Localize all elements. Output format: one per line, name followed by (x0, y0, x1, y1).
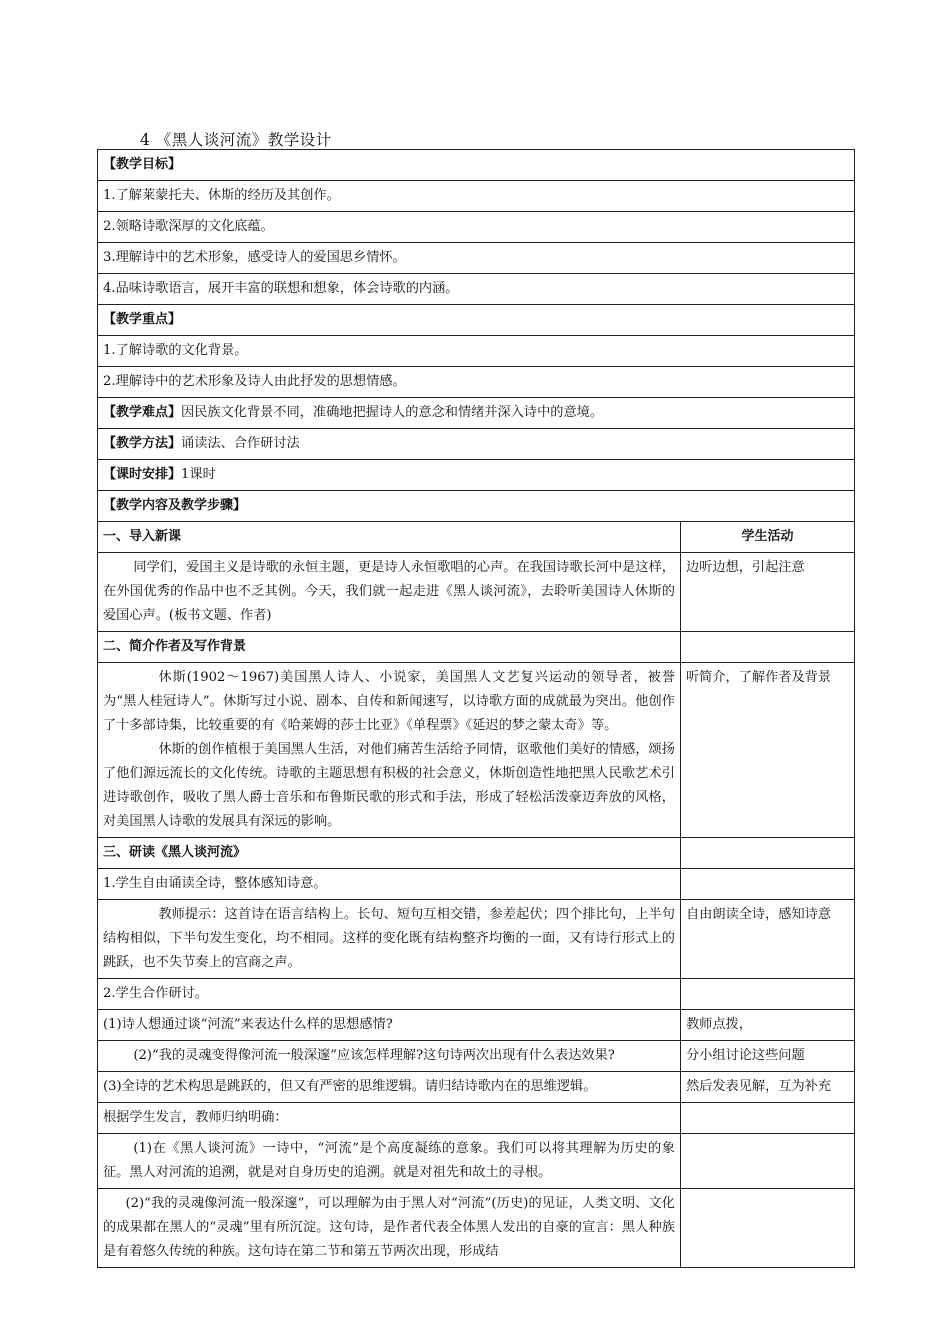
question-row (98, 1041, 855, 1072)
section3-title: 三、研读《黑人谈河流》 (98, 838, 681, 869)
empty-activity-cell (681, 869, 855, 900)
section1-activity: 边听边想，引起注意 (681, 553, 855, 632)
goal-item: 1.了解莱蒙托夫、休斯的经历及其创作。 (98, 181, 855, 212)
empty-activity-cell (681, 632, 855, 663)
goal-item: 3.理解诗中的艺术形象，感受诗人的爱国思乡情怀。 (98, 243, 855, 274)
answer-2: (2)“我的灵魂像河流一般深邃”，可以理解为由于黑人对“河流”(历史)的见证，人类文明、文化的成果都在黑人的“灵魂”里有所沉淀。这句诗，是作者代表全体黑人发出的自豪的宣言：黑人种族是有着悠久传统的种族。这句诗在第二节和第五节两次出现，形成结 (103, 1196, 675, 1259)
section3-title-row (98, 838, 855, 869)
section2-title-row (98, 632, 855, 663)
section1-title-row (98, 522, 855, 553)
steps-header: 【教学内容及教学步骤】 (98, 491, 855, 522)
schedule-label: 【课时安排】 (103, 467, 182, 482)
section2-paragraph: 休斯(1902～1967)美国黑人诗人、小说家，美国黑人文艺复兴运动的领导者，被誉为“黑人桂冠诗人”。休斯写过小说、剧本、自传和新闻速写，以诗歌方面的成就最为突出。他创作了十多部诗集，比较重要的有《哈莱姆的莎士比亚》《单程票》《延迟的梦之蒙太奇》等。 (103, 670, 675, 733)
question-2: (2)“我的灵魂变得像河流一般深邃”应该怎样理解?这句诗两次出现有什么表达效果? (133, 1048, 615, 1063)
answer-row (98, 1189, 855, 1268)
document-title: 4 《黑人谈河流》教学设计 (140, 131, 332, 149)
schedule-cell (98, 460, 855, 491)
goal-item: 4.品味诗歌语言，展开丰富的联想和想象，体会诗歌的内涵。 (98, 274, 855, 305)
section1-body (98, 553, 681, 632)
section2-activity: 听简介，了解作者及背景 (681, 663, 855, 838)
activity-header: 学生活动 (681, 522, 855, 553)
question-2-activity: 分小组讨论这些问题 (681, 1041, 855, 1072)
goal-row (98, 274, 855, 305)
section2-paragraph: 休斯的创作植根于美国黑人生活，对他们痛苦生活给予同情，讴歌他们美好的情感，颂扬了他们源远流长的文化传统。诗歌的主题思想有积极的社会意义，休斯创造性地把黑人民歌艺术引进诗歌创作，吸收了黑人爵士音乐和布鲁斯民歌的形式和手法，形成了轻松活泼豪迈奔放的风格，对美国黑人诗歌的发展具有深远的影响。 (103, 742, 675, 829)
question-1: (1)诗人想通过谈“河流”来表达什么样的思想感情? (98, 1010, 681, 1041)
method-label: 【教学方法】 (103, 436, 182, 451)
answer-1-cell (98, 1134, 681, 1189)
schedule-text: 1课时 (181, 467, 216, 482)
focus-item: 1.了解诗歌的文化背景。 (98, 336, 855, 367)
focus-header-row (98, 305, 855, 336)
empty-activity-cell (681, 1134, 855, 1189)
focus-row (98, 367, 855, 398)
difficulty-label: 【教学难点】 (103, 405, 182, 420)
method-text: 诵读法、合作研讨法 (181, 436, 300, 451)
goal-row (98, 212, 855, 243)
section3-tip-activity: 自由朗读全诗，感知诗意 (681, 900, 855, 979)
goal-item: 2.领略诗歌深厚的文化底蕴。 (98, 212, 855, 243)
section1-body-row (98, 553, 855, 632)
goal-row (98, 181, 855, 212)
goals-header: 【教学目标】 (98, 150, 855, 181)
section3-tip-row (98, 900, 855, 979)
difficulty-cell (98, 398, 855, 429)
section3-step2-row (98, 979, 855, 1010)
method-cell (98, 429, 855, 460)
focus-header: 【教学重点】 (98, 305, 855, 336)
goals-header-row (98, 150, 855, 181)
difficulty-row (98, 398, 855, 429)
focus-item: 2.理解诗中的艺术形象及诗人由此抒发的思想情感。 (98, 367, 855, 398)
empty-activity-cell (681, 1189, 855, 1268)
question-row (98, 1010, 855, 1041)
answer-1: (1)在《黑人谈河流》一诗中，“河流”是个高度凝练的意象。我们可以将其理解为历史的象征。黑人对河流的追溯，就是对自身历史的追溯。就是对祖先和故土的寻根。 (103, 1141, 675, 1180)
steps-header-row (98, 491, 855, 522)
schedule-row (98, 460, 855, 491)
empty-activity-cell (681, 1103, 855, 1134)
question-row (98, 1072, 855, 1103)
answer-2-cell (98, 1189, 681, 1268)
question-2-cell (98, 1041, 681, 1072)
section3-step1: 1.学生自由诵读全诗，整体感知诗意。 (98, 869, 681, 900)
section1-title: 一、导入新课 (98, 522, 681, 553)
summary-row (98, 1103, 855, 1134)
section3-step1-row (98, 869, 855, 900)
question-3-activity: 然后发表见解，互为补充 (681, 1072, 855, 1103)
section3-tip-cell (98, 900, 681, 979)
section3-tip: 教师提示：这首诗在语言结构上。长句、短句互相交错，参差起伏；四个排比句，上半句结构相似，下半句发生变化，均不相同。这样的变化既有结构整齐均衡的一面，又有诗行形式上的跳跃，也不失节奏上的宫商之声。 (103, 907, 675, 970)
empty-activity-cell (681, 838, 855, 869)
question-1-activity: 教师点拨， (681, 1010, 855, 1041)
section1-text: 同学们，爱国主义是诗歌的永恒主题，更是诗人永恒歌唱的心声。在我国诗歌长河中是这样，在外国优秀的作品中也不乏其例。今天，我们就一起走进《黑人谈河流》，去聆听美国诗人休斯的爱国心声。(板书文题、作者) (103, 560, 675, 623)
section2-title: 二、简介作者及写作背景 (98, 632, 681, 663)
method-row (98, 429, 855, 460)
answer-row (98, 1134, 855, 1189)
difficulty-text: 因民族文化背景不同，准确地把握诗人的意念和情绪并深入诗中的意境。 (181, 405, 604, 420)
section3-step2: 2.学生合作研讨。 (98, 979, 681, 1010)
goal-row (98, 243, 855, 274)
focus-row (98, 336, 855, 367)
question-3: (3)全诗的艺术构思是跳跃的，但又有严密的思维逻辑。请归结诗歌内在的思维逻辑。 (98, 1072, 681, 1103)
section2-body (98, 663, 681, 838)
section2-body-row (98, 663, 855, 838)
lesson-plan-table (97, 149, 855, 1268)
summary-text: 根据学生发言，教师归纳明确： (98, 1103, 681, 1134)
empty-activity-cell (681, 979, 855, 1010)
